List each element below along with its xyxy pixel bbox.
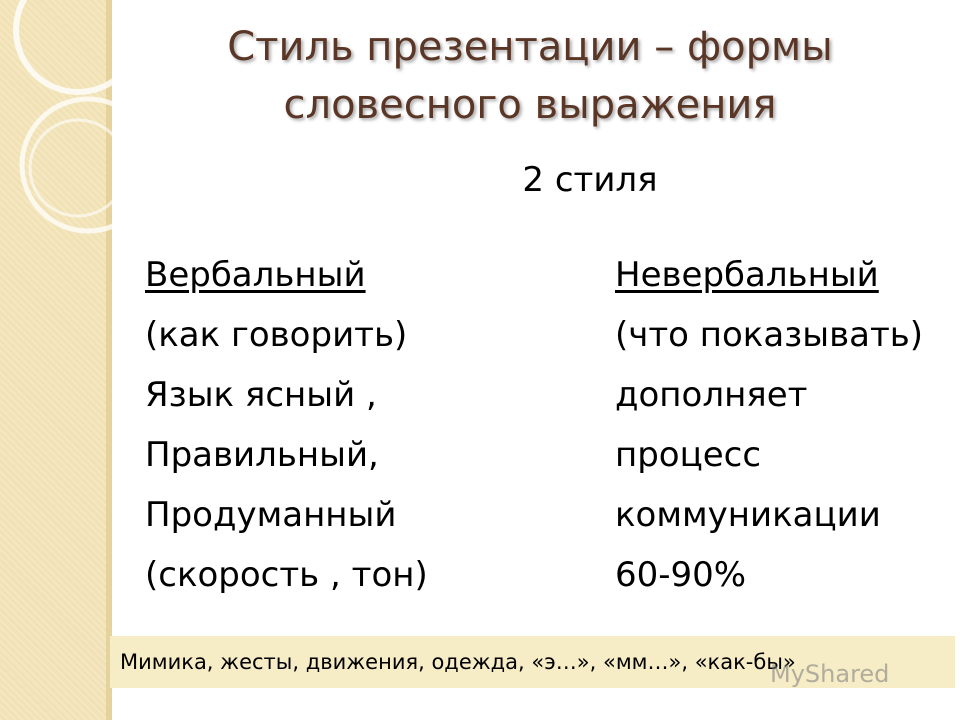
watermark: MyShared [770,660,890,688]
nonverbal-heading: Невербальный [615,255,879,295]
title-line-2: словесного выражения [283,82,777,128]
nonverbal-column [615,250,923,610]
footer-text: Мимика, жесты, движения, одежда, «э…», «мм…», «как-бы» [120,650,796,674]
title-line-1: Стиль презентации – формы [227,24,833,70]
verbal-line: (как говорить) [145,315,408,355]
deco-circle-middle [22,99,154,231]
verbal-line: Продуманный [145,495,397,535]
nonverbal-line: коммуникации [615,495,881,535]
nonverbal-line: 60-90% [615,555,747,595]
deco-circle-top [16,0,140,92]
slide-title [150,18,910,134]
verbal-column [145,250,428,610]
deco-circle-inner [30,120,126,216]
nonverbal-line: дополняет [615,375,808,415]
nonverbal-line: процесс [615,435,762,475]
slide-subtitle: 2 стиля [522,160,658,200]
nonverbal-line: (что показывать) [615,315,924,355]
verbal-heading: Вербальный [145,255,366,295]
verbal-line: (скорость , тон) [145,555,428,595]
verbal-line: Правильный, [145,435,379,475]
verbal-line: Язык ясный , [145,375,377,415]
